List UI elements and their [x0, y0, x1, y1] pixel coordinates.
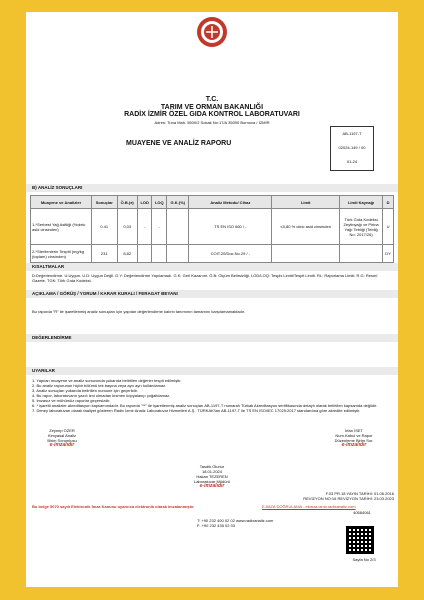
cell: 231	[92, 245, 118, 263]
verify-code: 40584061	[353, 510, 371, 515]
warning-item: 1. Yapılan muayene ve analiz sonucunda yukarıda belirtilen değerler tespit edilmiştir.	[32, 378, 182, 383]
section-warnings: UYARILAR	[26, 367, 398, 375]
cell	[152, 245, 167, 263]
cell	[340, 245, 383, 263]
stamp-date: 01-24	[346, 159, 358, 164]
doc-codes	[272, 491, 394, 501]
stamp-code: AB-1197-T	[342, 131, 362, 136]
cell: -	[137, 209, 152, 245]
page-number: Sayfa No 2/3	[352, 557, 376, 562]
warnings-list	[32, 378, 390, 413]
col-header: Ö.B.(±)	[117, 196, 137, 209]
e-signature-mark: e-imzalıdır	[199, 483, 225, 489]
cell: DY	[383, 245, 394, 263]
qr-code-icon	[346, 526, 374, 554]
col-header: Muayene ve Analizler	[31, 196, 92, 209]
signer-name: İrfan İSET	[344, 428, 363, 433]
signer-role: Num.Kabul ve Rapor	[335, 433, 373, 438]
header-tc: T.C.	[205, 96, 219, 103]
section-evaluation: DEĞERLENDİRME	[26, 334, 398, 342]
signer-role: Kimyasal Analiz	[47, 433, 76, 438]
section-comment: AÇIKLAMA / GÖRÜŞ / YORUM / KARAR KURALI / FERAGAT BEYANI	[26, 290, 398, 298]
cell: 0.41	[92, 209, 118, 245]
warning-item: 5. İmzasız ve mühürsüz raporlar geçersizdir.	[32, 398, 111, 403]
doc-code: REVİZYON NO:16 REVİZYON TARİHİ: 23.03.2023	[303, 496, 394, 501]
signer-role: Düzenleme Birim Sor.	[334, 438, 374, 443]
cell: U	[383, 209, 394, 245]
cell	[167, 209, 189, 245]
warning-item: 4. Bu rapor, laboratuvarın yazılı izni olmadan kısmen kopyalanıp çoğaltılamaz.	[32, 393, 171, 398]
signature-center	[172, 464, 252, 489]
report-page	[26, 12, 398, 587]
cell: Türk Gıda Kodeksi Zeytinyağı ve Pirina Yağı Tebliği (Tebliğ No: 2017/26)	[340, 209, 383, 245]
cell	[167, 245, 189, 263]
table-row	[31, 245, 394, 263]
section-results: B) ANALİZ SONUÇLARI	[26, 184, 398, 192]
warning-item: 3. Analiz sonuçları yukarıda belirtilen numune için geçerlidir.	[32, 388, 138, 393]
esign-note: Bu belge 5070 sayılı Elektronik İmza Kanunu uyarınca elektronik olarak imzalanmıştır.	[32, 504, 195, 509]
warning-item: 7. Deney laboratuvarı olarak faaliyet gösteren Radix İzmir Analiz Laboratuvar Hizmetleri A.Ş., TÜRKAK'tan AB-1197-T ile TS EN ISO/IEC 17025:2017 standardına göre akredite edilmiştir.	[32, 408, 361, 413]
table-row	[31, 209, 394, 245]
abbreviations-text: D:Değerlendirme. U:Uygun. U.D: Uygun Değil. D.Y: Değerlendirme Yapılamadı. G.K: Geri Kazanım. Ö.B: Ölçüm Belirsizliği. LOD/LOQ: Tespis Limiti/Tespit Limiti. RL: Raporlama Limiti. R.G: Resmî Gazete. TGK: Türk Gıda Kodeksi.	[32, 273, 378, 283]
cell: 8,82	[117, 245, 137, 263]
cell	[137, 245, 152, 263]
col-header: G.K.(%)	[167, 196, 189, 209]
cell: -	[152, 209, 167, 245]
col-header: D	[383, 196, 394, 209]
footer-web[interactable]: www.radixanaliz.com	[236, 518, 274, 523]
results-table	[30, 195, 394, 263]
header-lab: RADİX İZMİR ÖZEL GIDA KONTROL LABORATUVARI	[124, 111, 300, 118]
stamp-report-no: 02024-149 / 00	[338, 145, 366, 150]
verify-link[interactable]: E-İMZA DOĞRULAMA - ekmza.izmir.radixanaliz.com	[262, 504, 356, 509]
table-header-row	[31, 196, 394, 209]
cell: ≤0,80 % oleic asid cinsinden	[272, 209, 340, 245]
accreditation-stamp	[330, 126, 374, 171]
footer-phone: T: +90 232 400 02 02	[197, 518, 235, 523]
signer-role: Birim Sorumlusu	[47, 438, 77, 443]
col-header: Limit	[272, 196, 340, 209]
signer-name: Hakan TEZEREN	[196, 474, 228, 479]
warning-item: 6. * işaretli analizler akreditasyon kapsamındadır. Bu raporda "**" ile işaretlenmiş analiz sonuçları AB-1197-T numaralı Türkak Akreditasyon sertifikasında detaylı olarak belirtilen kapsamda değildir.	[32, 403, 378, 408]
signer-name: Zeynep ÖZER	[49, 428, 75, 433]
col-header: LOQ	[152, 196, 167, 209]
signer-role: Laboratuvar Müdürü	[193, 479, 231, 484]
e-signature-mark: e-imzalıdır	[341, 442, 367, 448]
cell: 2-*Sterilenlerin Tespiti (mg/kg (toplam) cinsinden)	[31, 245, 92, 263]
cell: 1-*Serbest Yağ Asitliği (%oleic asid cinsinden)	[31, 209, 92, 245]
comment-text: Bu raporda "R" ile işaretlenmiş analiz sonuçları için yapılan değerlendirme kalıntı tanımının tamamını karşılamamaktadır.	[32, 309, 246, 314]
col-header: LOD	[137, 196, 152, 209]
col-header: Sonuçlar	[92, 196, 118, 209]
certify-date: 18.01.2024	[201, 469, 223, 474]
cell: COIT.20/Doc.No.29 / -	[189, 245, 272, 263]
col-header: Analiz Metodu/ Cihaz	[189, 196, 272, 209]
ministry-logo-icon	[196, 16, 228, 48]
header-address: Adres: Tuna Mah. 5500/2 Sokak No:17/A 35090 Bornova / İZMİR	[154, 120, 270, 125]
col-header: Limit Kaynağı	[340, 196, 383, 209]
warning-item: 2. Bu analiz raporunun hiçbir bölümü tek başına veya ayrı ayrı kullanılamaz.	[32, 383, 167, 388]
e-signature-mark: e-imzalıdır	[49, 442, 75, 448]
signature-right	[316, 428, 392, 448]
section-abbreviations: KISALTMALAR	[26, 263, 398, 271]
cell: TS EN ISO 660 / -	[189, 209, 272, 245]
report-title: MUAYENE VE ANALİZ RAPORU	[126, 140, 232, 147]
cell	[272, 245, 340, 263]
certify-label: Tasdik Olunur	[199, 464, 225, 469]
cell: 0,03	[117, 209, 137, 245]
header-ministry: TARIM VE ORMAN BAKANLIĞI	[160, 104, 264, 111]
footer-fax: F: +90 232 435 02 03	[196, 523, 236, 528]
doc-code: F.03 PR.18 YAYIN TARİHİ: 01.06.2016	[325, 491, 394, 496]
signature-left	[32, 428, 92, 448]
